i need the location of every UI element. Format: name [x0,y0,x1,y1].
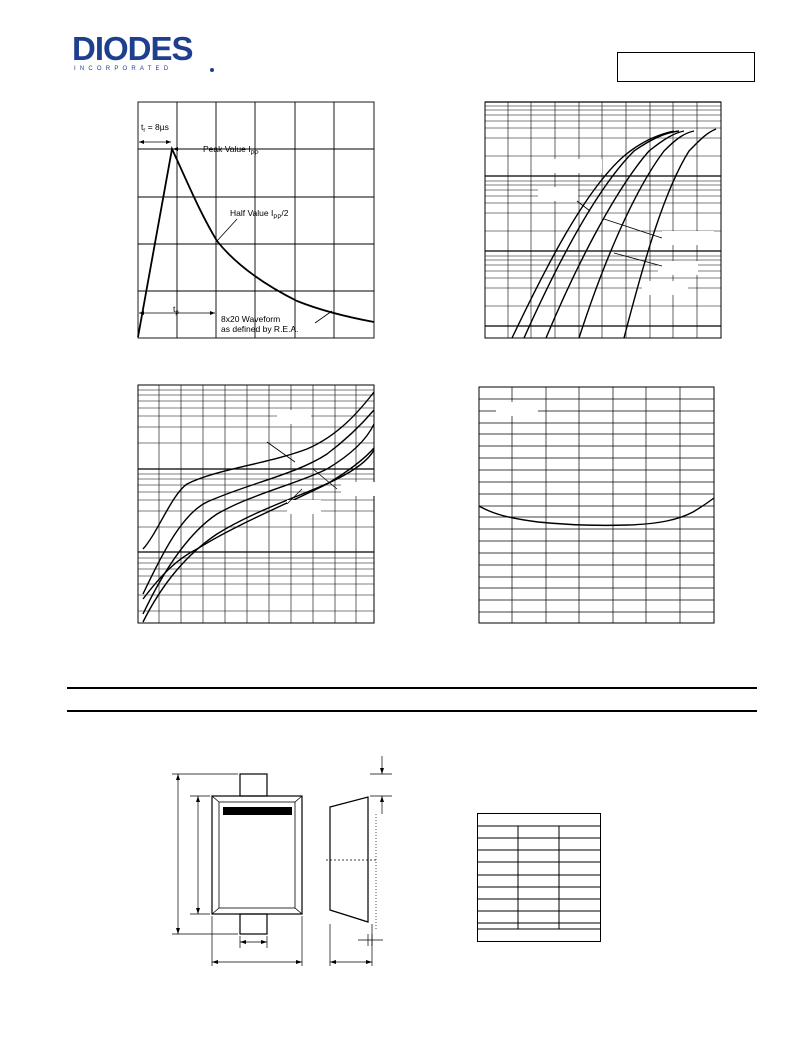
peak-arrowhead [173,147,178,151]
logo-subtext: INCORPORATED [74,66,173,72]
curve-2 [143,410,374,594]
rise-time-label: $t_r = 8\mu s$ [141,122,169,134]
dimension-arrowheads [176,768,384,964]
curve-family-chart-top-right [484,101,724,341]
curve-4 [143,448,374,599]
chart1-grid [138,102,374,338]
half-value-label: Half Value $I_{PP}/2$ [230,208,289,221]
waveform-label-line1: 8x20 Waveform [221,314,281,324]
section-rule-bottom [67,710,757,712]
curve-family-chart-bottom-left [137,384,377,626]
tp-label: $t_p$ [173,304,179,316]
dimension-lines [172,756,392,966]
table-border [478,814,601,942]
chart3-grid [138,385,374,623]
pulse-waveform-chart [137,101,377,341]
package-top-view [212,774,302,934]
waveform-label-line2: as defined by R.E.A. [221,324,299,334]
chart4-grid [479,387,714,623]
half-leader-line [217,219,237,241]
cathode-band [223,807,292,815]
package-side-view [326,797,378,922]
dimensions-table [477,813,603,945]
peak-value-label: Peak Value $I_{PP}$ [203,144,259,157]
flat-curve-chart-bottom-right [478,386,718,626]
flat-curve [479,498,714,525]
chart3-curves [143,392,374,622]
package-outline-drawing [168,752,400,972]
diodes-logo: DIODES [72,30,193,67]
waveform-leader-line [315,311,332,323]
curve-1 [143,392,374,549]
chart4-label-mask [496,402,538,416]
part-number-box [617,52,755,82]
curve-3 [143,424,374,614]
section-rule-top [67,687,757,689]
logo-dot-icon [210,68,214,72]
